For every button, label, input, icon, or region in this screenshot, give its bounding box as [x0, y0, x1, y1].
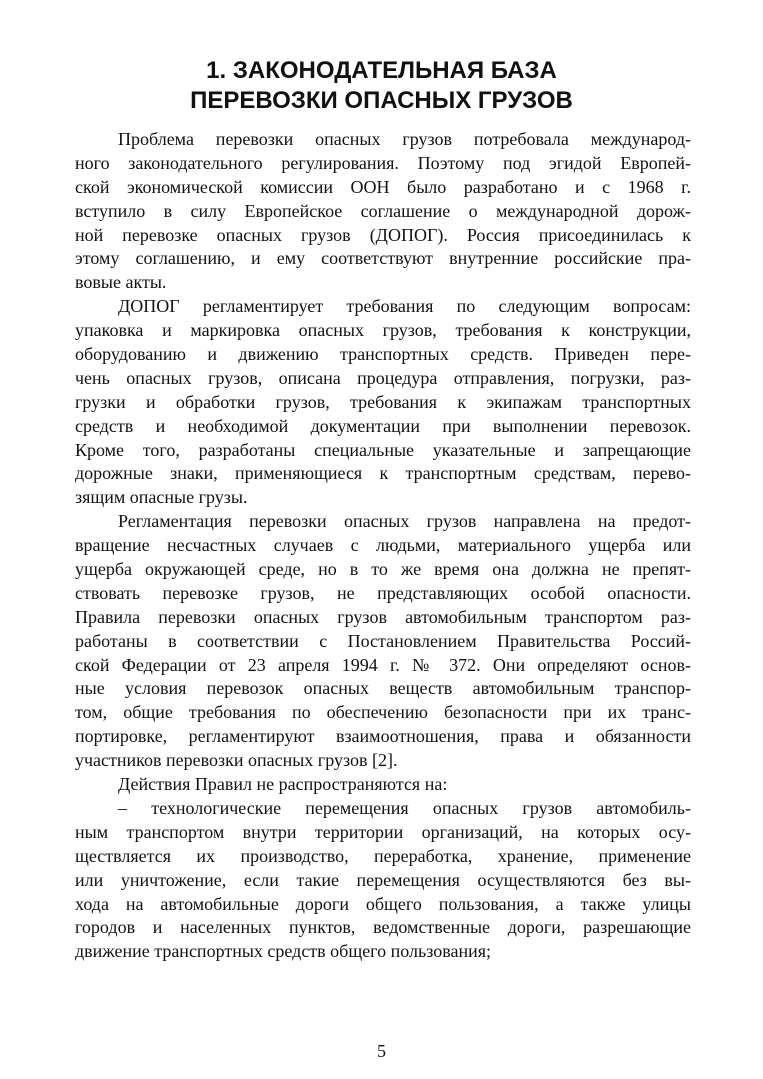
text-line: ной перевозке опасных грузов (ДОПОГ). Россия присоединилась к	[75, 224, 691, 245]
text-line: вращение несчастных случаев с людьми, материального ущерба или	[75, 535, 691, 556]
text-line: ДОПОГ регламентирует требования по следующим вопросам:	[118, 296, 691, 317]
text-line: движение транспортных средств общего пользования;	[75, 941, 492, 962]
text-line: ущерба окружающей среде, но в то же время она должна не препят-	[75, 559, 691, 580]
text-line: ные условия перевозок опасных веществ автомобильным транспор-	[75, 678, 691, 699]
paragraph	[75, 510, 691, 773]
text-line: ным транспортом внутри территории организаций, на которых осу-	[75, 821, 691, 842]
text-line: том, общие требования по обеспечению безопасности при их транс-	[75, 702, 691, 723]
text-line: Правила перевозки опасных грузов автомобильным транспортом раз-	[75, 606, 691, 627]
text-line: ствовать перевозке грузов, не представляющих особой опасности.	[75, 582, 691, 603]
paragraph	[75, 295, 691, 510]
text-line: средств и необходимой документации при выполнении перевозок.	[75, 415, 691, 436]
text-line: вступило в силу Европейское соглашение о международной дорож-	[75, 200, 691, 221]
text-line: Кроме того, разработаны специальные указательные и запрещающие	[75, 439, 691, 460]
text-line: участников перевозки опасных грузов [2].	[75, 750, 398, 771]
title-line: 1. ЗАКОНОДАТЕЛЬНАЯ БАЗА	[206, 57, 557, 84]
text-line: городов и населенных пунктов, ведомственные дороги, разрешающие	[75, 917, 691, 938]
text-line: ществляется их производство, переработка, хранение, применение	[75, 845, 691, 866]
text-line: – технологические перемещения опасных грузов автомобиль-	[118, 797, 691, 818]
text-line: Регламентация перевозки опасных грузов направлена на предот-	[118, 511, 691, 532]
text-line: портировке, регламентируют взаимоотношения, права и обязанности	[75, 726, 691, 747]
document-body	[75, 128, 691, 964]
text-line: работаны в соответствии с Постановлением Правительства Россий-	[75, 630, 691, 651]
page-title	[60, 56, 703, 116]
text-line: ской Федерации от 23 апреля 1994 г. № 372. Они определяют основ-	[75, 654, 691, 675]
text-line: оборудованию и движению транспортных средств. Приведен пере-	[75, 344, 691, 365]
text-line: дорожные знаки, применяющиеся к транспортным средствам, перево-	[75, 463, 691, 484]
text-line: чень опасных грузов, описана процедура отправления, погрузки, раз-	[75, 367, 691, 388]
text-line: ного законодательного регулирования. Поэтому под эгидой Европей-	[75, 152, 691, 173]
text-line: Проблема перевозки опасных грузов потребовала международ-	[118, 129, 691, 149]
text-line: зящим опасные грузы.	[75, 487, 248, 508]
text-line: этому соглашению, и ему соответствуют внутренние российские пра-	[75, 248, 691, 269]
text-line: Действия Правил не распространяются на:	[118, 774, 448, 795]
paragraph	[75, 128, 691, 295]
page-number: 5	[377, 1041, 386, 1061]
text-line: грузки и обработки грузов, требования к экипажам транспортных	[75, 391, 691, 412]
text-line: хода на автомобильные дороги общего пользования, а также улицы	[75, 893, 691, 914]
text-line: или уничтожение, если такие перемещения осуществляются без вы-	[75, 869, 691, 890]
title-line: ПЕРЕВОЗКИ ОПАСНЫХ ГРУЗОВ	[190, 87, 573, 114]
paragraph	[75, 797, 691, 964]
text-line: ской экономической комиссии ООН было разработано и с 1968 г.	[75, 176, 691, 197]
text-line: упаковка и маркировка опасных грузов, требования к конструкции,	[75, 320, 691, 341]
paragraph	[75, 773, 691, 797]
text-line: вовые акты.	[75, 272, 167, 293]
